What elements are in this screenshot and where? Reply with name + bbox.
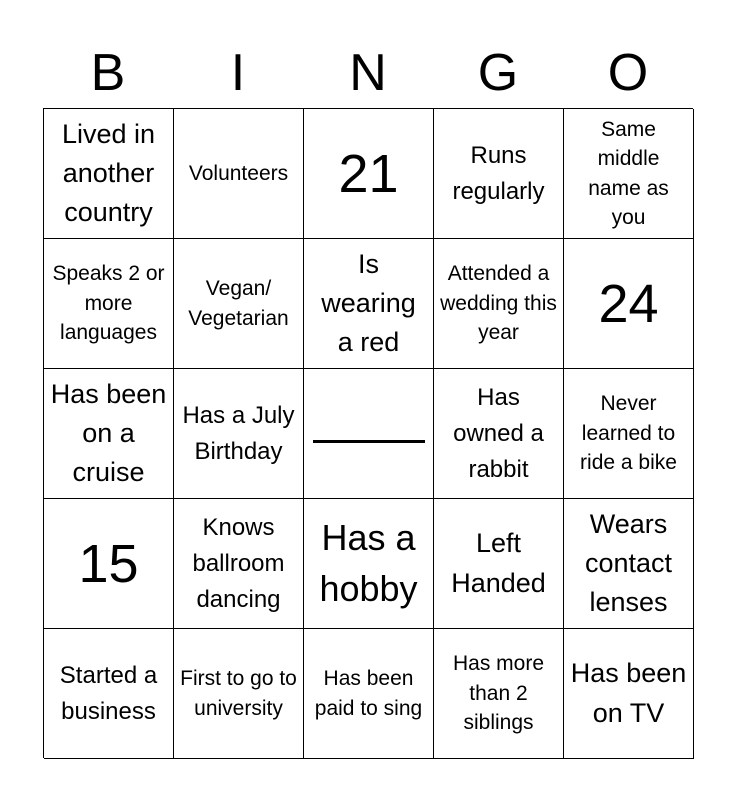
cell-text: Runs regularly: [452, 141, 545, 205]
cell-text: 15: [78, 533, 139, 594]
bingo-cell[interactable]: [304, 239, 434, 369]
bingo-cell[interactable]: [174, 499, 304, 629]
bingo-board: [43, 108, 693, 758]
cell-text: Has a July Birthday: [182, 401, 295, 465]
cell-text: Has been on TV: [570, 658, 687, 728]
bingo-cell[interactable]: [564, 499, 694, 629]
header-letter-o: O: [607, 44, 649, 102]
cell-text: Has a hobby: [319, 517, 418, 609]
bingo-cell[interactable]: [44, 629, 174, 759]
cell-text: Wears contact lenses: [584, 508, 673, 618]
bingo-cell[interactable]: [564, 109, 694, 239]
bingo-header: [43, 38, 693, 108]
bingo-cell[interactable]: [304, 629, 434, 759]
free-space-line: [313, 440, 425, 443]
cell-text: First to go to university: [180, 667, 297, 720]
cell-text: Started a business: [59, 661, 158, 725]
cell-text: Lived in another country: [61, 118, 156, 228]
bingo-cell[interactable]: [434, 499, 564, 629]
bingo-cell[interactable]: [44, 239, 174, 369]
cell-text: Speaks 2 or more languages: [52, 262, 165, 345]
bingo-cell[interactable]: [174, 239, 304, 369]
cell-text: Never learned to ride a bike: [580, 392, 677, 475]
bingo-cell[interactable]: [304, 109, 434, 239]
bingo-cell[interactable]: [434, 369, 564, 499]
bingo-cell[interactable]: [304, 499, 434, 629]
cell-text: Vegan/ Vegetarian: [188, 277, 289, 330]
bingo-cell[interactable]: [174, 629, 304, 759]
bingo-cell[interactable]: [44, 499, 174, 629]
bingo-cell[interactable]: [44, 109, 174, 239]
bingo-cell[interactable]: [564, 239, 694, 369]
bingo-cell[interactable]: [174, 369, 304, 499]
header-letter-n: N: [349, 44, 387, 102]
cell-text: Has owned a rabbit: [453, 383, 544, 483]
bingo-cell[interactable]: [434, 109, 564, 239]
bingo-cell[interactable]: [174, 109, 304, 239]
bingo-cell[interactable]: [434, 629, 564, 759]
bingo-cell[interactable]: [564, 369, 694, 499]
header-letter-i: I: [230, 44, 246, 102]
cell-text: Attended a wedding this year: [440, 262, 557, 345]
cell-text: Volunteers: [188, 161, 289, 185]
header-letter-g: G: [477, 44, 519, 102]
bingo-cell[interactable]: [564, 629, 694, 759]
cell-text: Knows ballroom dancing: [192, 513, 285, 613]
cell-text: Has been paid to sing: [314, 667, 423, 720]
bingo-cell[interactable]: [44, 369, 174, 499]
header-letter-b: B: [90, 44, 126, 102]
bingo-cell[interactable]: [434, 239, 564, 369]
bingo-cell-free[interactable]: [304, 369, 434, 499]
cell-text: Is wearing a red: [321, 248, 416, 358]
cell-text: 21: [338, 143, 399, 204]
cell-text: Same middle name as you: [588, 117, 669, 229]
cell-text: Has been on a cruise: [50, 378, 167, 488]
cell-text: Left Handed: [451, 528, 546, 598]
cell-text: 24: [598, 273, 659, 334]
cell-text: Has more than 2 siblings: [452, 652, 545, 735]
